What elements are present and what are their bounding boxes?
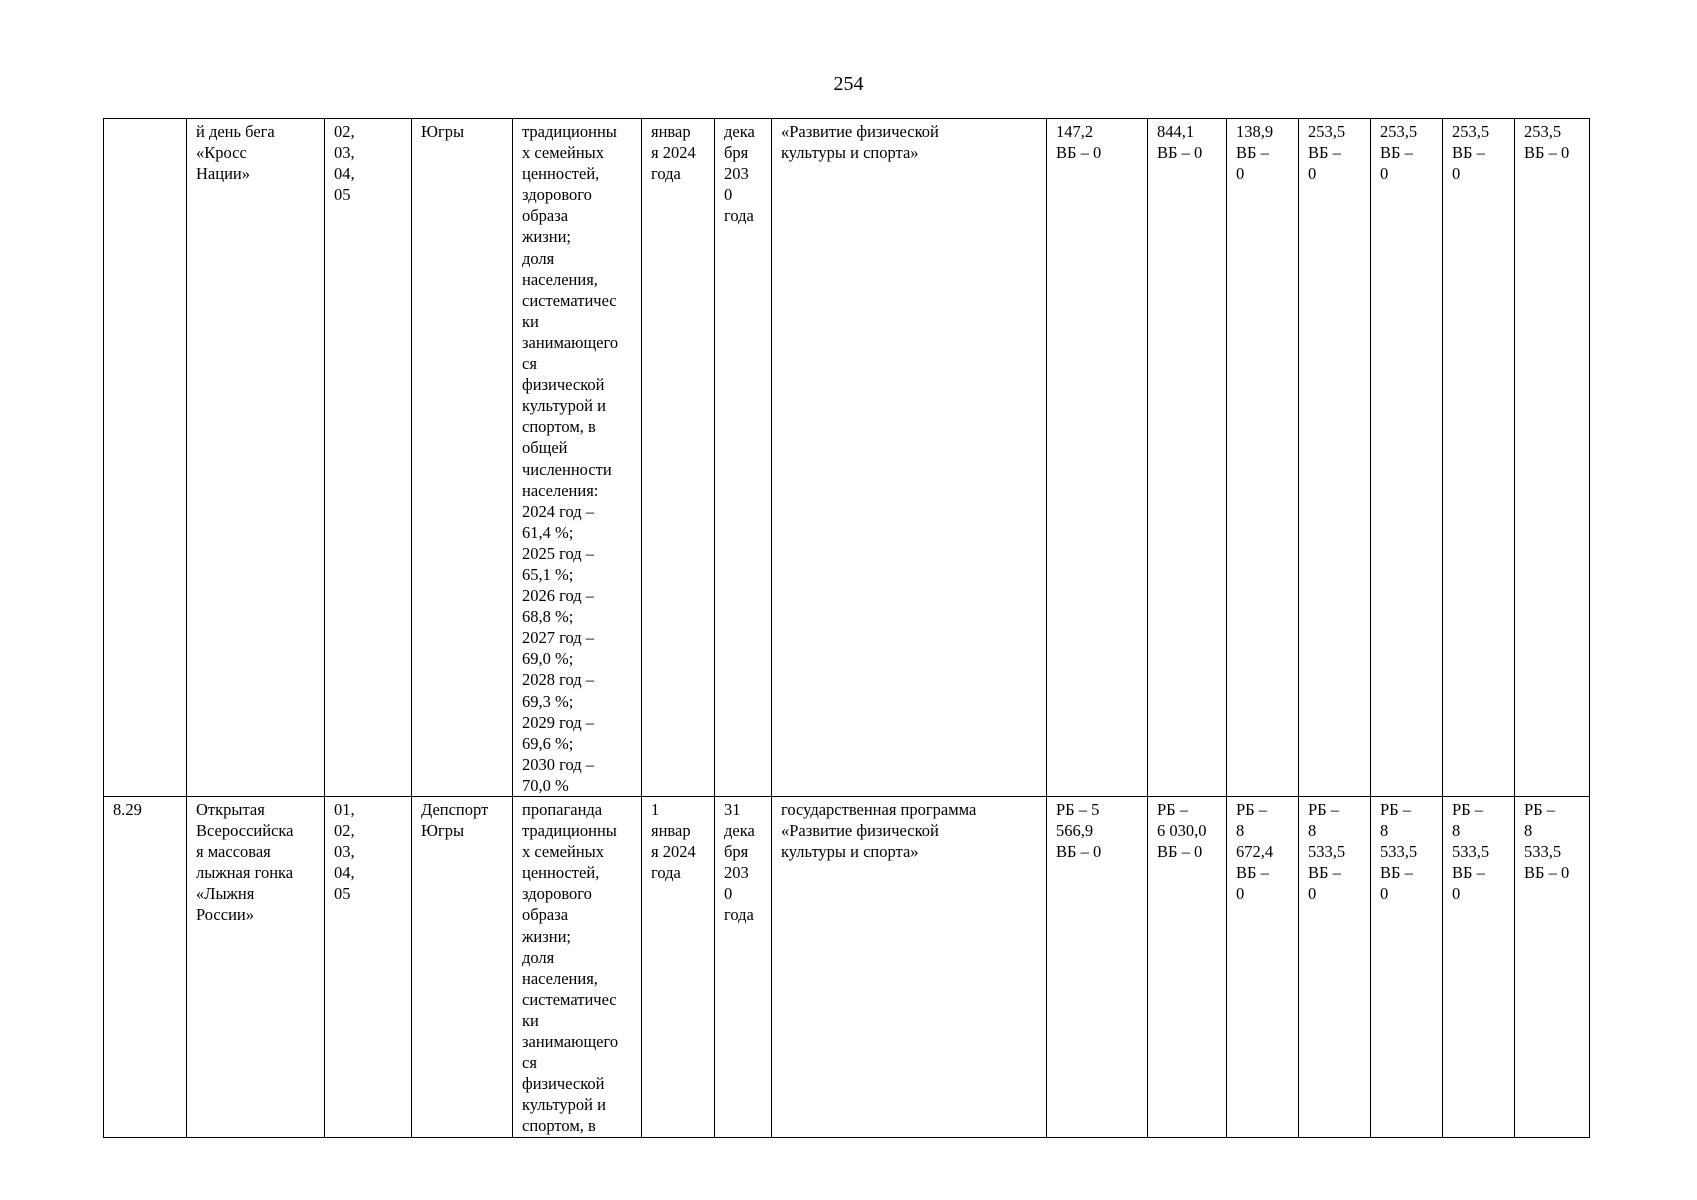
page-number: 254 <box>833 73 864 95</box>
cell-number <box>104 119 187 797</box>
cell-funding-2029: РБ – 8 533,5 ВБ – 0 <box>1515 797 1590 1138</box>
cell-codes: 01, 02, 03, 04, 05 <box>325 797 412 1138</box>
cell-funding-2026: РБ – 8 533,5 ВБ – 0 <box>1299 797 1371 1138</box>
cell-end-date: 31 дека бря 203 0 года <box>715 797 772 1138</box>
cell-funding-2024: 844,1 ВБ – 0 <box>1148 119 1227 797</box>
cell-start-date: 1 январ я 2024 года <box>642 797 715 1138</box>
cell-funding-2028: 253,5 ВБ – 0 <box>1443 119 1515 797</box>
table-row <box>104 797 1590 1138</box>
cell-funding-2027: РБ – 8 533,5 ВБ – 0 <box>1371 797 1443 1138</box>
cell-event-name: й день бега «Кросс Нации» <box>187 119 325 797</box>
table-row <box>104 119 1590 797</box>
cell-codes: 02, 03, 04, 05 <box>325 119 412 797</box>
cell-funding-2026: 253,5 ВБ – 0 <box>1299 119 1371 797</box>
cell-program: государственная программа «Развитие физической культуры и спорта» <box>772 797 1047 1138</box>
cell-funding-2024: РБ – 6 030,0 ВБ – 0 <box>1148 797 1227 1138</box>
cell-funding-2025: 138,9 ВБ – 0 <box>1227 119 1299 797</box>
cell-end-date: дека бря 203 0 года <box>715 119 772 797</box>
cell-funding-2028: РБ – 8 533,5 ВБ – 0 <box>1443 797 1515 1138</box>
cell-funding-total: РБ – 5 566,9 ВБ – 0 <box>1047 797 1148 1138</box>
cell-funding-2025: РБ – 8 672,4 ВБ – 0 <box>1227 797 1299 1138</box>
cell-start-date: январ я 2024 года <box>642 119 715 797</box>
cell-event-name: Открытая Всероссийска я массовая лыжная гонка «Лыжня России» <box>187 797 325 1138</box>
cell-program: «Развитие физической культуры и спорта» <box>772 119 1047 797</box>
cell-funding-2029: 253,5 ВБ – 0 <box>1515 119 1590 797</box>
cell-executor: Депспорт Югры <box>412 797 513 1138</box>
cell-number: 8.29 <box>104 797 187 1138</box>
cell-indicator: пропаганда традиционны х семейных ценностей, здорового образа жизни; доля населения, систематичес ки занимающего ся физической культурой и спортом, в <box>513 797 642 1138</box>
cell-indicator: традиционны х семейных ценностей, здорового образа жизни; доля населения, систематичес ки занимающего ся физической культурой и спортом, в общей численности населения: 2024 год – 61,4 %; 2025 год – 65,1 %; 2026 год – 68,8 %; 2027 год – 69,0 %; 2028 год – 69,3 %; 2029 год – 69,6 %; 2030 год – 70,0 % <box>513 119 642 797</box>
cell-executor: Югры <box>412 119 513 797</box>
program-events-table <box>103 118 1590 1138</box>
cell-funding-total: 147,2 ВБ – 0 <box>1047 119 1148 797</box>
cell-funding-2027: 253,5 ВБ – 0 <box>1371 119 1443 797</box>
